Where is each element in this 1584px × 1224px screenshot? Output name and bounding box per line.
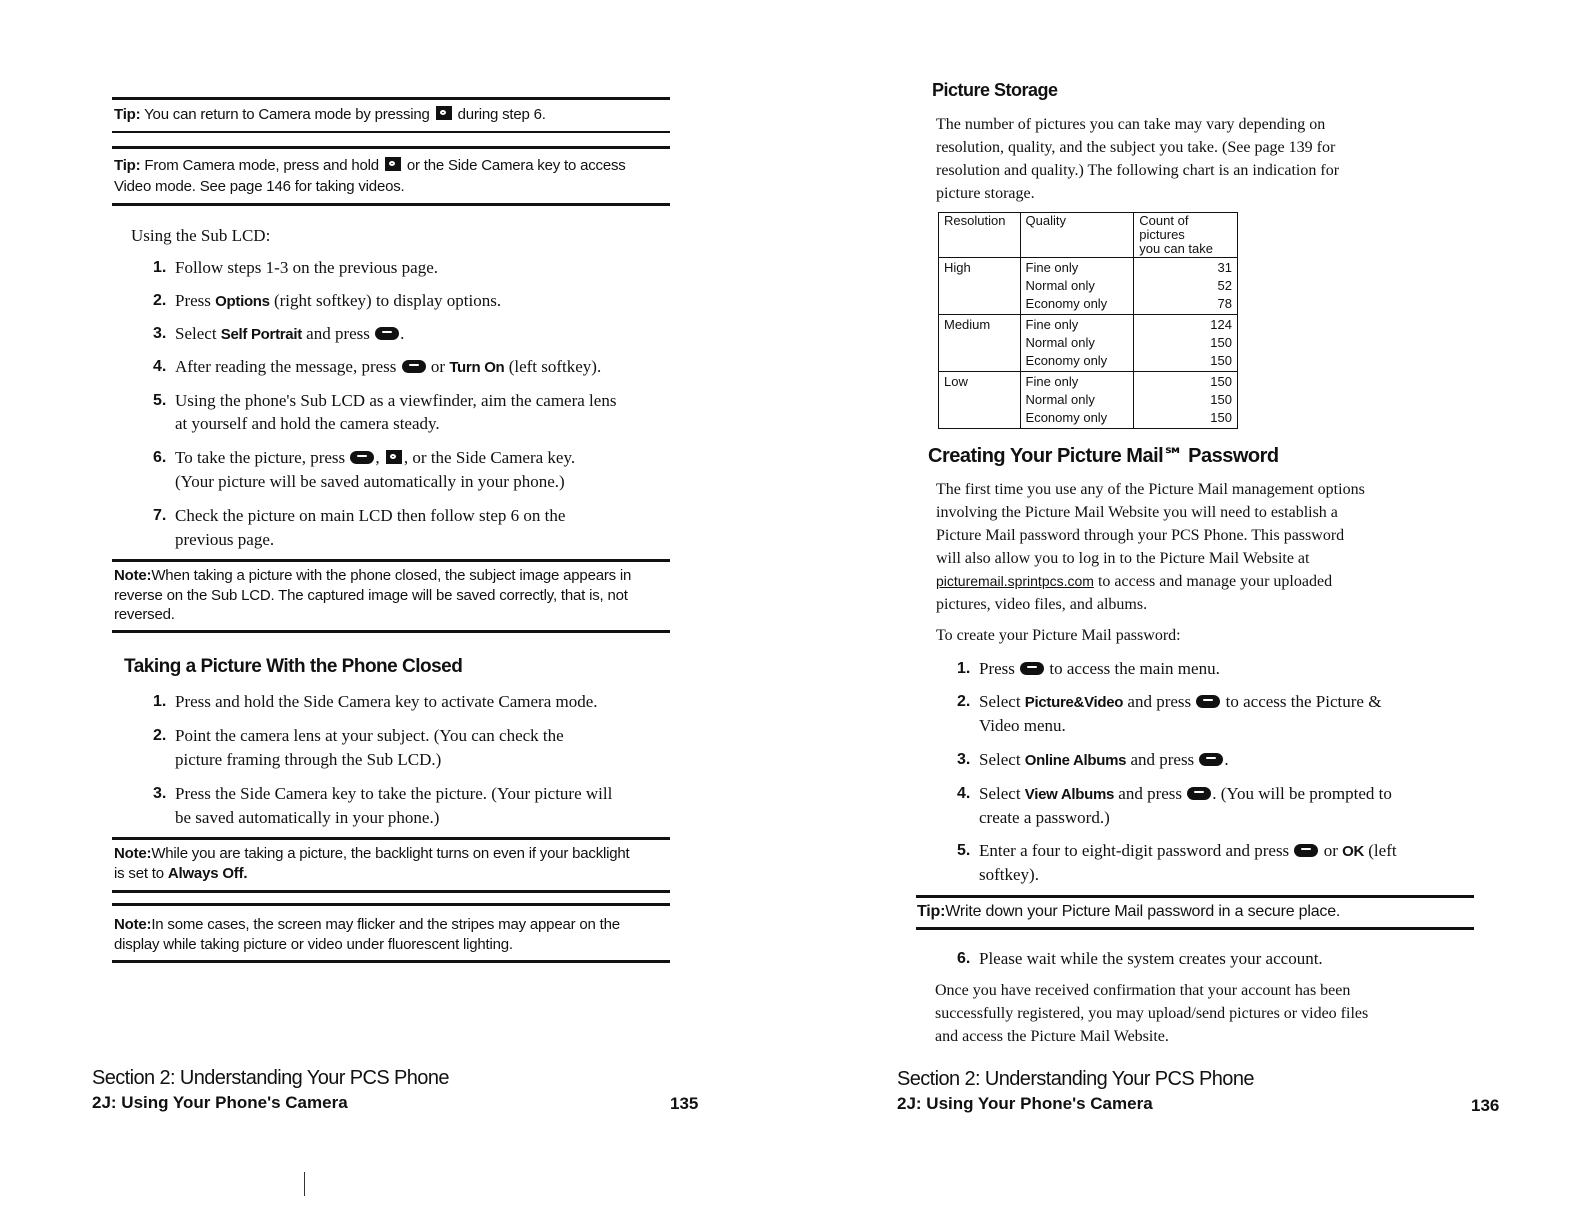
tip-label: Tip: bbox=[917, 903, 946, 920]
storage-paragraph bbox=[936, 113, 1339, 205]
note-text: While you are taking a picture, the backlight turns on even if your backlight bbox=[151, 845, 630, 862]
note-label: Note: bbox=[114, 845, 152, 862]
note-text: is set to bbox=[114, 865, 164, 882]
step-text: Press bbox=[979, 659, 1015, 678]
note-text: reverse on the Sub LCD. The captured image will be saved correctly, that is, not bbox=[114, 587, 628, 604]
quality-line: Economy only bbox=[1025, 410, 1108, 425]
page-number: 135 bbox=[670, 1094, 699, 1113]
menu-ok-key-icon bbox=[402, 360, 426, 373]
section-heading-picture-mail-password: Creating Your Picture Mail℠ Password bbox=[928, 445, 1279, 467]
quality-line: Fine only bbox=[1025, 260, 1079, 275]
count-cell bbox=[1134, 258, 1238, 315]
divider bbox=[112, 837, 670, 840]
step-text: Follow steps 1-3 on the previous page. bbox=[175, 258, 438, 277]
count-cell bbox=[1134, 315, 1238, 372]
step-text: and press bbox=[1130, 750, 1195, 769]
footer-chapter: 2J: Using Your Phone's Camera bbox=[897, 1094, 1153, 1113]
step-text: Please wait while the system creates your account. bbox=[979, 949, 1323, 968]
step-text: (Your picture will be saved automatically in your phone.) bbox=[175, 472, 565, 491]
menu-ok-key-icon bbox=[1199, 753, 1223, 766]
paragraph-line: resolution and quality.) The following chart is an indication for bbox=[936, 162, 1340, 179]
keyword-turn-on: Turn On bbox=[449, 359, 505, 376]
paragraph-line: pictures, video files, and albums. bbox=[936, 596, 1148, 613]
create-password-intro: To create your Picture Mail password: bbox=[936, 627, 1181, 644]
camera-key-icon bbox=[386, 450, 402, 464]
quality-line: Economy only bbox=[1025, 296, 1108, 311]
note-label: Note: bbox=[114, 567, 152, 584]
step-text: Video menu. bbox=[979, 716, 1066, 735]
page-number: 136 bbox=[1471, 1096, 1500, 1115]
note-text: In some cases, the screen may flicker and the stripes may appear on the bbox=[151, 916, 620, 933]
step-number: 3. bbox=[153, 785, 167, 802]
keyword-online-albums: Online Albums bbox=[1024, 752, 1127, 769]
note-backlight bbox=[114, 843, 630, 864]
menu-ok-key-icon bbox=[375, 327, 399, 340]
step-number: 7. bbox=[153, 507, 167, 524]
step-text: Check the picture on main LCD then follow step 6 on the bbox=[175, 506, 566, 525]
note-flicker bbox=[114, 914, 620, 935]
tip-text: during step 6. bbox=[457, 106, 546, 123]
picture-mail-website-link[interactable]: picturemail.sprintpcs.com bbox=[936, 573, 1094, 589]
count-value: 150 bbox=[1210, 392, 1232, 407]
closing-paragraph bbox=[935, 979, 1368, 1048]
step-number: 6. bbox=[957, 950, 971, 967]
step-text: (left softkey). bbox=[508, 357, 602, 376]
menu-ok-key-icon bbox=[1020, 662, 1044, 675]
tip-video-mode bbox=[114, 155, 626, 176]
step-text: Press the Side Camera key to take the picture. (Your picture will bbox=[175, 784, 613, 803]
note-sub-lcd-reverse bbox=[114, 565, 631, 586]
paragraph-line: picture storage. bbox=[936, 185, 1035, 202]
quality-line: Normal only bbox=[1025, 335, 1095, 350]
paragraph-text: to access and manage your uploaded bbox=[1097, 573, 1333, 590]
step-text: create a password.) bbox=[979, 808, 1110, 827]
step-number: 3. bbox=[957, 751, 971, 768]
table-row bbox=[939, 372, 1238, 429]
paragraph-line: The first time you use any of the Picture Mail management options bbox=[936, 481, 1365, 498]
camera-key-icon bbox=[436, 106, 452, 120]
keyword-options: Options bbox=[215, 293, 270, 310]
step-text: or bbox=[430, 357, 446, 376]
paragraph-line: successfully registered, you may upload/send pictures or video files bbox=[935, 1005, 1369, 1022]
paragraph-line: The number of pictures you can take may vary depending on bbox=[936, 116, 1326, 133]
menu-ok-key-icon bbox=[1187, 787, 1211, 800]
tip-label: Tip: bbox=[114, 157, 141, 174]
keyword-self-portrait: Self Portrait bbox=[220, 326, 302, 343]
step-number: 2. bbox=[957, 693, 971, 710]
note-text: When taking a picture with the phone closed, the subject image appears in bbox=[151, 567, 632, 584]
resolution-cell: Medium bbox=[939, 315, 1021, 372]
menu-ok-key-icon bbox=[350, 451, 374, 464]
step-text: previous page. bbox=[175, 530, 275, 549]
divider bbox=[112, 890, 670, 893]
count-value: 52 bbox=[1217, 278, 1232, 293]
tip-label: Tip: bbox=[114, 106, 141, 123]
keyword-ok: OK bbox=[1342, 843, 1365, 860]
step-text: , or the Side Camera key. bbox=[403, 448, 576, 467]
quality-cell bbox=[1020, 372, 1134, 429]
resolution-cell: Low bbox=[939, 372, 1021, 429]
quality-cell bbox=[1020, 315, 1134, 372]
keyword-picture-video: Picture&Video bbox=[1024, 694, 1124, 711]
menu-ok-key-icon bbox=[1294, 844, 1318, 857]
sub-lcd-intro: Using the Sub LCD: bbox=[131, 226, 271, 245]
count-value: 31 bbox=[1217, 260, 1232, 275]
step-text: picture framing through the Sub LCD.) bbox=[175, 750, 442, 769]
picture-storage-table bbox=[938, 212, 1238, 429]
quality-line: Normal only bbox=[1025, 392, 1095, 407]
resolution-cell: High bbox=[939, 258, 1021, 315]
step-text: Press bbox=[175, 291, 211, 310]
step-text: To take the picture, press bbox=[175, 448, 346, 467]
step-text: at yourself and hold the camera steady. bbox=[175, 414, 440, 433]
paragraph-line: will also allow you to log in to the Picture Mail Website at bbox=[936, 550, 1310, 567]
divider bbox=[112, 903, 670, 906]
paragraph-line: resolution, quality, and the subject you take. (See page 139 for bbox=[936, 139, 1336, 156]
step-text: softkey). bbox=[979, 865, 1039, 884]
tip-secure-password bbox=[917, 901, 1340, 922]
table-header bbox=[1134, 213, 1238, 258]
note-backlight-line2 bbox=[114, 863, 247, 884]
step-text: and press bbox=[306, 324, 370, 343]
count-value: 150 bbox=[1210, 353, 1232, 368]
quality-line: Normal only bbox=[1025, 278, 1095, 293]
note-text: display while taking picture or video under fluorescent lighting. bbox=[114, 936, 513, 953]
divider bbox=[916, 895, 1474, 898]
note-label: Note: bbox=[114, 916, 152, 933]
note-text: reversed. bbox=[114, 606, 175, 623]
footer-section: Section 2: Understanding Your PCS Phone bbox=[897, 1068, 1254, 1090]
header-line: Count of pictures bbox=[1139, 213, 1189, 242]
count-value: 150 bbox=[1210, 374, 1232, 389]
step-text: Select bbox=[979, 784, 1021, 803]
paragraph-line: Once you have received confirmation that your account has been bbox=[935, 982, 1351, 999]
table-header: Resolution bbox=[939, 213, 1021, 258]
step-text: or bbox=[1323, 841, 1338, 860]
left-page: Tip: You can return to Camera mode by pressing during step 6. Tip: From Camera mode, press and hold or the Side Camera key to access Video mode. See page 146 for taking videos. Using the Sub LCD: 1. Follow steps 1-3 on the previous page. 2. Press Options (right softkey) to display options. 3. Select Self Portrait and press . 4. After reading the message, press or Turn On (left softkey). 5. Using the phone's Sub LCD as a viewfinder, aim the camera lens at yourself and hold the camera steady. 6. To take the picture, press , , or the Side Camera key. (Your picture will be saved automatically in your phone.) 7. Check the picture on main LCD then follow step 6 on the previous page. Note:When taking a picture with the phone closed, the subject image appears in reverse on the Sub LCD. The captured image will be saved correctly, that is, not reversed. Taking a Picture With the Phone Closed 1. Press and hold the Side Camera key to activate Camera mode. 2. Point the camera lens at your subject. (You can check the picture framing through the Sub LCD.) 3. Press the Side Camera key to take the picture. (Your picture will be saved automatically in your phone.) Note:While you are taking a picture, the backlight turns on even if your backlight is set to Always Off. Note:In some cases, the screen may flicker and the stripes may appear on the display while taking picture or video under fluorescent lighting. Section 2: Understanding Your PCS Phone 2J: Using Your Phone's Camera 135 bbox=[0, 0, 792, 1224]
step-number: 3. bbox=[153, 325, 167, 342]
step-number: 1. bbox=[153, 693, 167, 710]
tip-text: You can return to Camera mode by pressing bbox=[144, 106, 430, 123]
divider bbox=[112, 97, 670, 100]
footer-chapter: 2J: Using Your Phone's Camera bbox=[92, 1093, 348, 1112]
tip-camera-return bbox=[114, 104, 546, 125]
header-line: you can take bbox=[1139, 241, 1213, 256]
step-number: 5. bbox=[153, 392, 167, 409]
quality-line: Economy only bbox=[1025, 353, 1108, 368]
step-number: 5. bbox=[957, 842, 971, 859]
step-text: and press bbox=[1118, 784, 1183, 803]
table-header-row bbox=[939, 213, 1238, 258]
quality-cell bbox=[1020, 258, 1134, 315]
step-text: Enter a four to eight-digit password and press bbox=[979, 841, 1290, 860]
step-number: 4. bbox=[957, 785, 971, 802]
crop-mark bbox=[304, 1172, 305, 1196]
step-text: Select bbox=[979, 750, 1021, 769]
paragraph-line: Picture Mail password through your PCS Phone. This password bbox=[936, 527, 1345, 544]
tip-text: From Camera mode, press and hold bbox=[144, 157, 379, 174]
step-text: . (You will be prompted to bbox=[1212, 784, 1392, 803]
step-text: (right softkey) to display options. bbox=[273, 291, 502, 310]
tip-video-mode-line2: Video mode. See page 146 for taking videos. bbox=[114, 178, 405, 195]
step-number: 2. bbox=[153, 292, 167, 309]
tip-text: Write down your Picture Mail password in a secure place. bbox=[945, 903, 1341, 920]
step-text: (left bbox=[1368, 841, 1397, 860]
step-text: Press and hold the Side Camera key to activate Camera mode. bbox=[175, 692, 598, 711]
footer-section: Section 2: Understanding Your PCS Phone bbox=[92, 1067, 449, 1089]
step-number: 1. bbox=[153, 259, 167, 276]
step-text: and press bbox=[1127, 692, 1192, 711]
step-number: 6. bbox=[153, 449, 167, 466]
table-row bbox=[939, 258, 1238, 315]
divider bbox=[112, 960, 670, 963]
paragraph-line: and access the Picture Mail Website. bbox=[935, 1028, 1169, 1045]
table-header: Quality bbox=[1020, 213, 1134, 258]
step-number: 4. bbox=[153, 358, 167, 375]
divider bbox=[112, 630, 670, 633]
password-paragraph bbox=[936, 478, 1365, 616]
step-text: Select bbox=[175, 324, 217, 343]
divider bbox=[916, 927, 1474, 930]
camera-key-icon bbox=[385, 157, 401, 171]
keyword-always-off: Always Off. bbox=[167, 865, 248, 882]
step-number: 1. bbox=[957, 660, 971, 677]
count-value: 150 bbox=[1210, 335, 1232, 350]
step-number: 2. bbox=[153, 727, 167, 744]
section-heading-picture-storage: Picture Storage bbox=[932, 80, 1058, 100]
step-text: be saved automatically in your phone.) bbox=[175, 808, 440, 827]
keyword-view-albums: View Albums bbox=[1024, 786, 1115, 803]
divider bbox=[112, 146, 670, 149]
quality-line: Fine only bbox=[1025, 317, 1079, 332]
step-text: to access the Picture & bbox=[1225, 692, 1382, 711]
divider bbox=[112, 559, 670, 562]
count-cell bbox=[1134, 372, 1238, 429]
right-page: Picture Storage The number of pictures you can take may vary depending on resolution, quality, and the subject you take. (See page 139 for resolution and quality.) The following chart is an indication for picture storage. Resolution Quality Count of pictures you can take High Fine only Normal only Economy only 31 52 78 Medium Fine only Normal only Economy only 124 150 150 Low Fine only Normal only Economy only 150 150 150 Creating Your Picture Mail℠ Password The first time you use any of the Picture Mail management options involving the Picture Mail Website you will need to establish a Picture Mail password through your PCS Phone. This password will also allow you to log in to the Picture Mail Website at picturemail.sprintpcs.com to access and manage your uploaded pictures, video files, and albums. To create your Picture Mail password: 1. Press to access the main menu. 2. Select Picture&Video and press to access the Picture & Video menu. 3. Select Online Albums and press . 4. Select View Albums and press . (You will be prompted to create a password.) 5. Enter a four to eight-digit password and press or OK (left softkey). Tip:Write down your Picture Mail password in a secure place. 6. Please wait while the system creates your account. Once you have received confirmation that your account has been successfully registered, you may upload/send pictures or video files and access the Picture Mail Website. Section 2: Understanding Your PCS Phone 2J: Using Your Phone's Camera 136 bbox=[897, 80, 1500, 1115]
step-text: After reading the message, press bbox=[175, 357, 397, 376]
step-text: Using the phone's Sub LCD as a viewfinder, aim the camera lens bbox=[175, 391, 617, 410]
divider bbox=[112, 203, 670, 206]
table-row bbox=[939, 315, 1238, 372]
section-heading-phone-closed: Taking a Picture With the Phone Closed bbox=[124, 656, 463, 677]
step-text: Point the camera lens at your subject. (You can check the bbox=[175, 726, 564, 745]
menu-ok-key-icon bbox=[1196, 695, 1220, 708]
divider bbox=[112, 131, 670, 133]
count-value: 78 bbox=[1217, 296, 1232, 311]
count-value: 150 bbox=[1210, 410, 1232, 425]
quality-line: Fine only bbox=[1025, 374, 1079, 389]
paragraph-line: involving the Picture Mail Website you will need to establish a bbox=[936, 504, 1338, 521]
step-text: Select bbox=[979, 692, 1021, 711]
tip-text: or the Side Camera key to access bbox=[406, 157, 626, 174]
step-text: to access the main menu. bbox=[1049, 659, 1220, 678]
count-value: 124 bbox=[1210, 317, 1232, 332]
